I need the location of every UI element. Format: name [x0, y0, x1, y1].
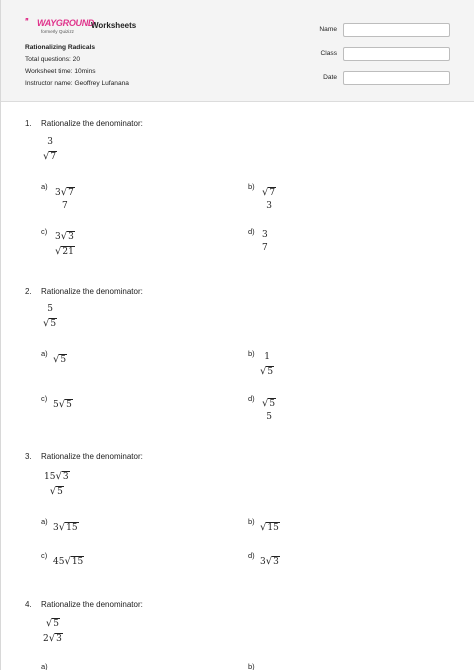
question-number: 2. [25, 287, 32, 296]
option-c-label[interactable]: c) [41, 227, 48, 236]
option-a-label[interactable]: a) [41, 182, 48, 191]
option-d-answer[interactable]: √ 5 5 [262, 398, 276, 422]
brand-title: Worksheets [91, 21, 137, 30]
option-b-label[interactable]: b) [248, 517, 255, 526]
option-b-answer[interactable]: 1 √ 5 [260, 352, 274, 377]
option-b-label[interactable]: b) [248, 662, 255, 670]
logo-wordmark: WAYGROUND [37, 18, 95, 28]
question-expression: √ 5 2 √ 3 [43, 618, 62, 644]
logo-mark: ′ʹ [25, 17, 28, 28]
option-d-label[interactable]: d) [248, 551, 255, 560]
question-prompt: Rationalize the denominator: [41, 452, 143, 461]
worksheet-title: Rationalizing Radicals [25, 44, 95, 51]
question-prompt: Rationalize the denominator: [41, 287, 143, 296]
option-a-answer[interactable]: 3 √ 7 7 [55, 187, 74, 211]
question-expression: 5 √ 5 [43, 304, 57, 329]
option-a-label[interactable]: a) [41, 517, 48, 526]
option-b-answer[interactable]: √ 7 3 [262, 187, 276, 211]
option-c-answer[interactable]: 45 √ 15 [53, 556, 84, 567]
worksheet-header [1, 0, 474, 102]
total-questions: Total questions: 20 [25, 56, 80, 63]
logo-subtitle: formerly Quizizz [41, 29, 74, 34]
question-prompt: Rationalize the denominator: [41, 119, 143, 128]
question-prompt: Rationalize the denominator: [41, 600, 143, 609]
question-expression: 3 √ 7 [43, 137, 57, 162]
option-d-label[interactable]: d) [248, 227, 255, 236]
option-c-label[interactable]: c) [41, 551, 48, 560]
instructor-name: Instructor name: Geoffrey Lufanana [25, 80, 129, 87]
name-field[interactable] [343, 23, 450, 37]
option-d-answer[interactable]: 3 √ 3 [260, 556, 279, 567]
option-b-answer[interactable]: √ 15 [260, 522, 279, 533]
class-label: Class [320, 50, 337, 57]
question-number: 1. [25, 119, 32, 128]
option-a-label[interactable]: a) [41, 662, 48, 670]
option-a-answer[interactable]: √ 5 [53, 354, 67, 365]
option-c-answer[interactable]: 3 √ 3 √ 21 [55, 231, 74, 257]
option-b-label[interactable]: b) [248, 182, 255, 191]
wayground-logo [25, 17, 95, 37]
worksheet-time: Worksheet time: 10mins [25, 68, 96, 75]
option-a-answer[interactable]: 3 √ 15 [53, 522, 78, 533]
date-label: Date [323, 74, 337, 81]
question-number: 4. [25, 600, 32, 609]
question-number: 3. [25, 452, 32, 461]
option-d-label[interactable]: d) [248, 394, 255, 403]
question-expression: 15 √ 3 √ 5 [44, 471, 69, 497]
option-c-answer[interactable]: 5 √ 5 [53, 399, 72, 410]
option-a-label[interactable]: a) [41, 349, 48, 358]
option-d-answer[interactable]: 3 7 [262, 230, 268, 253]
name-label: Name [319, 26, 337, 33]
option-b-label[interactable]: b) [248, 349, 255, 358]
date-field[interactable] [343, 71, 450, 85]
option-c-label[interactable]: c) [41, 394, 48, 403]
class-field[interactable] [343, 47, 450, 61]
